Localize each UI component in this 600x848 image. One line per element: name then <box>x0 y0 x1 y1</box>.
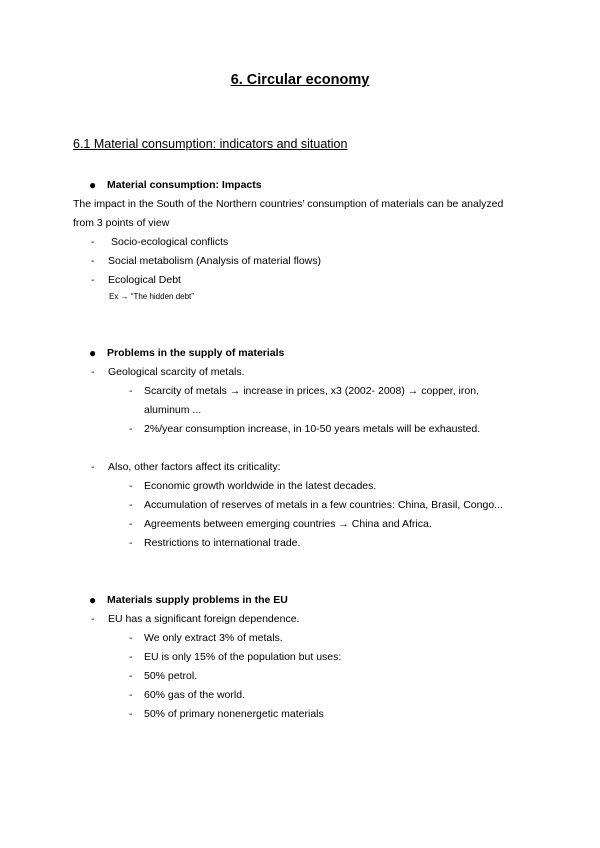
dash-marker: - <box>129 385 133 397</box>
dash-marker: - <box>129 708 133 720</box>
sub-list-item-continued: aluminum ... <box>144 404 202 416</box>
bullet-icon: ● <box>89 593 97 607</box>
list-item: Socio-ecological conflicts <box>111 236 229 248</box>
sub-list-item: 60% gas of the world. <box>144 689 245 701</box>
dash-marker: - <box>91 236 95 248</box>
sub-list-item: Agreements between emerging countries → China and Africa. <box>144 518 432 530</box>
bullet-icon: ● <box>89 178 97 192</box>
section-heading: 6.1 Material consumption: indicators and situation <box>73 137 348 151</box>
paragraph-line: from 3 points of view <box>73 217 170 229</box>
dash-marker: - <box>129 670 133 682</box>
list-item: Social metabolism (Analysis of material flows) <box>108 255 321 267</box>
dash-marker: - <box>129 537 133 549</box>
sub-list-item: Scarcity of metals → increase in prices, x3 (2002- 2008) → copper, iron, <box>144 385 479 397</box>
sub-list-item: 2%/year consumption increase, in 10-50 years metals will be exhausted. <box>144 423 481 435</box>
sub-list-item: 50% of primary nonenergetic materials <box>144 708 324 720</box>
bullet-heading-supply: Problems in the supply of materials <box>107 347 285 359</box>
dash-marker: - <box>129 632 133 644</box>
example-note: Ex → “The hidden debt” <box>109 292 194 301</box>
dash-marker: - <box>129 499 133 511</box>
sub-list-item: EU is only 15% of the population but uses: <box>144 651 342 663</box>
dash-marker: - <box>91 613 95 625</box>
bullet-heading-impacts: Material consumption: Impacts <box>107 179 262 191</box>
sub-list-item: We only extract 3% of metals. <box>144 632 283 644</box>
list-item: EU has a significant foreign dependence. <box>108 613 300 625</box>
dash-marker: - <box>129 689 133 701</box>
sub-list-item: 50% petrol. <box>144 670 198 682</box>
sub-list-item: Accumulation of reserves of metals in a few countries: China, Brasil, Congo... <box>144 499 503 511</box>
dash-marker: - <box>129 480 133 492</box>
list-item: Also, other factors affect its criticality: <box>108 461 281 473</box>
dash-marker: - <box>129 423 133 435</box>
dash-marker: - <box>91 255 95 267</box>
paragraph-line: The impact in the South of the Northern countries’ consumption of materials can be analyzed <box>73 198 504 210</box>
dash-marker: - <box>129 651 133 663</box>
dash-marker: - <box>91 366 95 378</box>
list-item: Ecological Debt <box>108 274 181 286</box>
list-item: Geological scarcity of metals. <box>108 366 245 378</box>
dash-marker: - <box>91 461 95 473</box>
page-title: 6. Circular economy <box>230 72 370 88</box>
bullet-icon: ● <box>89 346 97 360</box>
bullet-heading-eu: Materials supply problems in the EU <box>107 594 288 606</box>
sub-list-item: Restrictions to international trade. <box>144 537 301 549</box>
dash-marker: - <box>129 518 133 530</box>
dash-marker: - <box>91 274 95 286</box>
sub-list-item: Economic growth worldwide in the latest decades. <box>144 480 377 492</box>
